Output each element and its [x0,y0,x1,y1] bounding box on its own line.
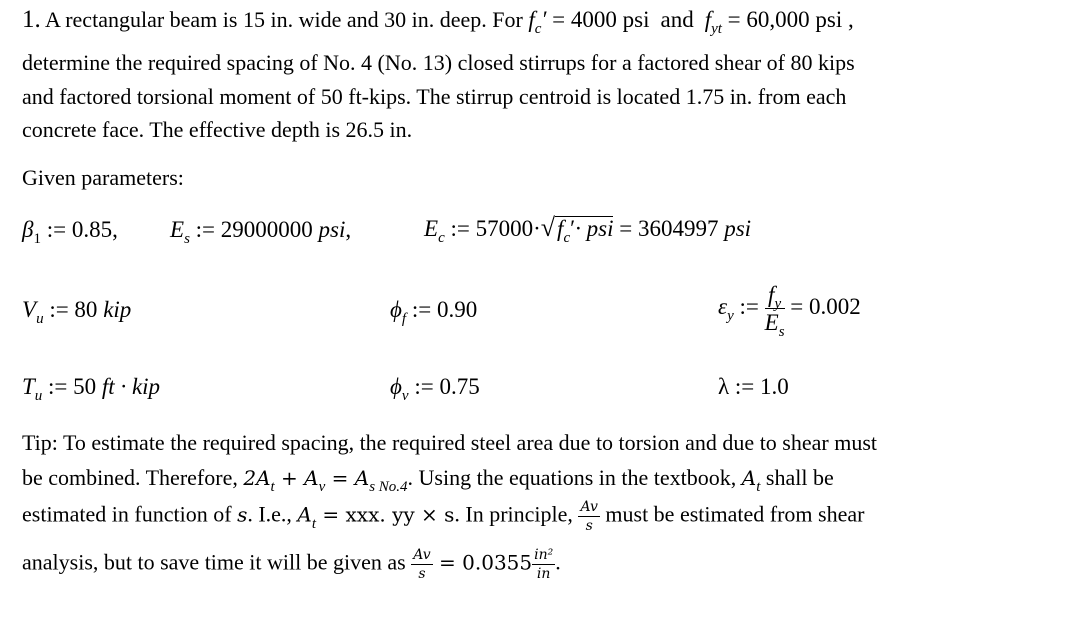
tip-line-2: be combined. Therefore, $2A_t + A_v = A_{s No.4}$. Using the equations in the textbook, $A_t$ shall be [22,465,834,495]
tu-definition: $T_u$ := 50 ft · kip [22,374,161,404]
lambda-definition: λ := 1.0 [718,374,789,399]
tip-line-3: estimated in function of s. I.e., $A_t$ = xxx. yy × s. In principle, $\frac{Av}{s}$ must be estimated from shear [22,499,865,534]
given-heading: Given parameters: [22,165,184,190]
ec-definition: $E_c$ := $57000\cdot√f_c'\cdot$ psi = 3604997 psi [424,213,752,246]
phif-definition: $\phi_f$ := 0.90 [390,297,478,327]
sqrt-body: $f_c'\cdot$ psi [557,216,614,246]
problem-line-4: concrete face. The effective depth is 26.5 in. [22,117,413,142]
tip-line-1: Tip: To estimate the required spacing, the required steel area due to torsion and due to shear must [22,430,878,455]
sqrt-sign: √ [540,213,556,242]
fyt-value: = 60,000 psi , [721,7,854,32]
ey-definition: $\varepsilon_y$ := $\frac{f_y}{E_s}$ = 0.002 [718,282,861,340]
beta1-definition: $\beta_1$ := 0.85, [22,217,118,247]
fyt-symbol: $f_{yt}$ [704,7,722,37]
vu-definition: $V_u$ := 80 kip [22,297,132,327]
phiv-definition: $\phi_v$ := 0.75 [390,374,480,404]
ey-fraction: $\frac{f_y}{E_s}$ [764,282,785,340]
av-over-s-fraction: $\frac{Av}{s}$ [580,499,598,534]
problem-number: 1. [22,6,41,33]
av-over-s-fraction-2: $\frac{Av}{s}$ [413,547,431,582]
es-definition: $E_s$ := 29000000 psi, [170,217,352,247]
and-word: and [660,7,694,32]
problem-line-1 [22,6,854,37]
tip-line-4: analysis, but to save time it will be given as $\frac{Av}{s}$ = 0.0355 $\frac{\text{in²}}{in}$ . [22,547,561,582]
problem-line-3: and factored torsional moment of 50 ft-kips. The stirrup centroid is located 1.75 in. from each [22,84,847,109]
problem-line-2: determine the required spacing of No. 4 (No. 13) closed stirrups for a factored shear of 80 kips [22,50,855,75]
fc-value: = 4000 psi [546,7,650,32]
unit-fraction: $\frac{\text{in²}}{in}$ [534,547,554,582]
fc-symbol: $f_c'$ [528,7,547,37]
problem-text-1: A rectangular beam is 15 in. wide and 30 in. deep. For [45,7,529,32]
